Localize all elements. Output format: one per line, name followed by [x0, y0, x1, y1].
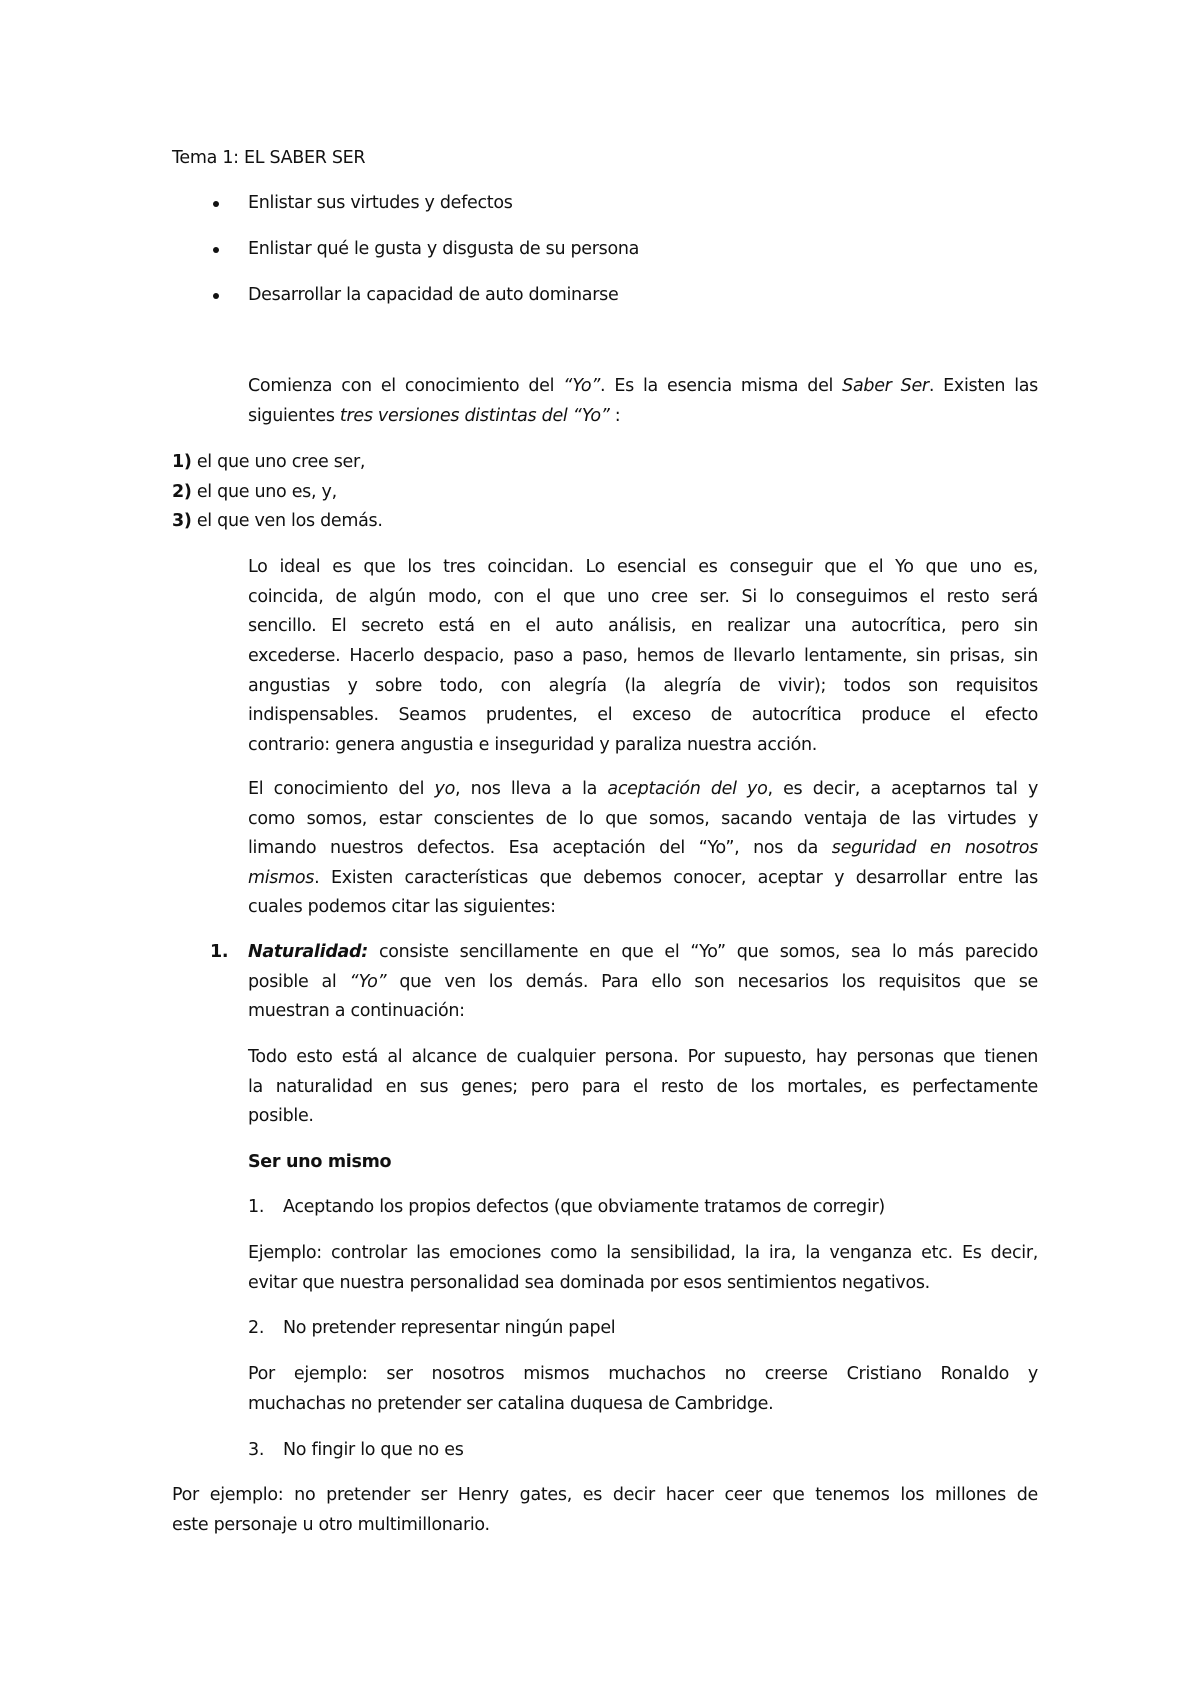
text-line: como somos, estar conscientes de lo que somos, sacando ventaja de las virtudes y — [248, 809, 1038, 829]
text-line: limando nuestros defectos. Esa aceptación del “Yo”, nos da seguridad en nosotros — [248, 838, 1038, 858]
text-line: muchachas no pretender ser catalina duquesa de Cambridge. — [248, 1394, 774, 1414]
text-line: excederse. Hacerlo despacio, paso a paso, hemos de llevarlo lentamente, sin prisas, sin — [248, 646, 1038, 666]
text-line: indispensables. Seamos prudentes, el exceso de autocrítica produce el efecto — [248, 705, 1038, 725]
section-subheading: Ser uno mismo — [248, 1152, 392, 1172]
intro-line: Comienza con el conocimiento del “Yo”. Es la esencia misma del Saber Ser. Existen las — [248, 376, 1039, 396]
bullet-item: Enlistar qué le gusta y disgusta de su persona — [248, 239, 640, 259]
version-item: 2) el que uno es, y, — [172, 482, 337, 502]
sub-item-number: 3. — [248, 1440, 265, 1460]
text-line: Naturalidad: consiste sencillamente en que el “Yo” que somos, sea lo más parecido — [248, 942, 1038, 962]
text-line: Por ejemplo: no pretender ser Henry gates, es decir hacer ceer que tenemos los millones de — [172, 1485, 1038, 1505]
intro-line: siguientes tres versiones distintas del “Yo” : — [248, 406, 621, 426]
text-line: la naturalidad en sus genes; pero para el resto de los mortales, es perfectamente — [248, 1077, 1038, 1097]
text-line: cuales podemos citar las siguientes: — [248, 897, 556, 917]
text-line: Todo esto está al alcance de cualquier persona. Por supuesto, hay personas que tienen — [248, 1047, 1038, 1067]
text-line: Ejemplo: controlar las emociones como la sensibilidad, la ira, la venganza etc. Es decir, — [248, 1243, 1038, 1263]
text-line: mismos. Existen características que debemos conocer, aceptar y desarrollar entre las — [248, 868, 1038, 888]
text-line: muestran a continuación: — [248, 1001, 465, 1021]
text-line: evitar que nuestra personalidad sea dominada por esos sentimientos negativos. — [248, 1273, 930, 1293]
text-line: Por ejemplo: ser nosotros mismos muchachos no creerse Cristiano Ronaldo y — [248, 1364, 1038, 1384]
sub-item-number: 1. — [248, 1197, 265, 1217]
bullet-item: Desarrollar la capacidad de auto dominarse — [248, 285, 619, 305]
text-line: El conocimiento del yo, nos lleva a la aceptación del yo, es decir, a aceptarnos tal y — [248, 779, 1038, 799]
text-line: posible. — [248, 1106, 314, 1126]
text-line: contrario: genera angustia e inseguridad y paraliza nuestra acción. — [248, 735, 818, 755]
text-line: sencillo. El secreto está en el auto análisis, en realizar una autocrítica, pero sin — [248, 616, 1038, 636]
sub-item-text: No fingir lo que no es — [283, 1440, 464, 1460]
version-item: 3) el que ven los demás. — [172, 511, 383, 531]
sub-item-number: 2. — [248, 1318, 265, 1338]
text-line: este personaje u otro multimillonario. — [172, 1515, 490, 1535]
text-line: posible al “Yo” que ven los demás. Para ello son necesarios los requisitos que se — [248, 972, 1038, 992]
text-line: Lo ideal es que los tres coincidan. Lo esencial es conseguir que el Yo que uno es, — [248, 557, 1038, 577]
bullet-item: Enlistar sus virtudes y defectos — [248, 193, 513, 213]
version-item: 1) el que uno cree ser, — [172, 452, 366, 472]
text-line: angustias y sobre todo, con alegría (la alegría de vivir); todos son requisitos — [248, 676, 1038, 696]
sub-item-text: Aceptando los propios defectos (que obviamente tratamos de corregir) — [283, 1197, 885, 1217]
document-title: Tema 1: EL SABER SER — [172, 148, 366, 168]
list-number: 1. — [210, 942, 229, 962]
text-line: coincida, de algún modo, con el que uno cree ser. Si lo conseguimos el resto será — [248, 587, 1038, 607]
sub-item-text: No pretender representar ningún papel — [283, 1318, 616, 1338]
